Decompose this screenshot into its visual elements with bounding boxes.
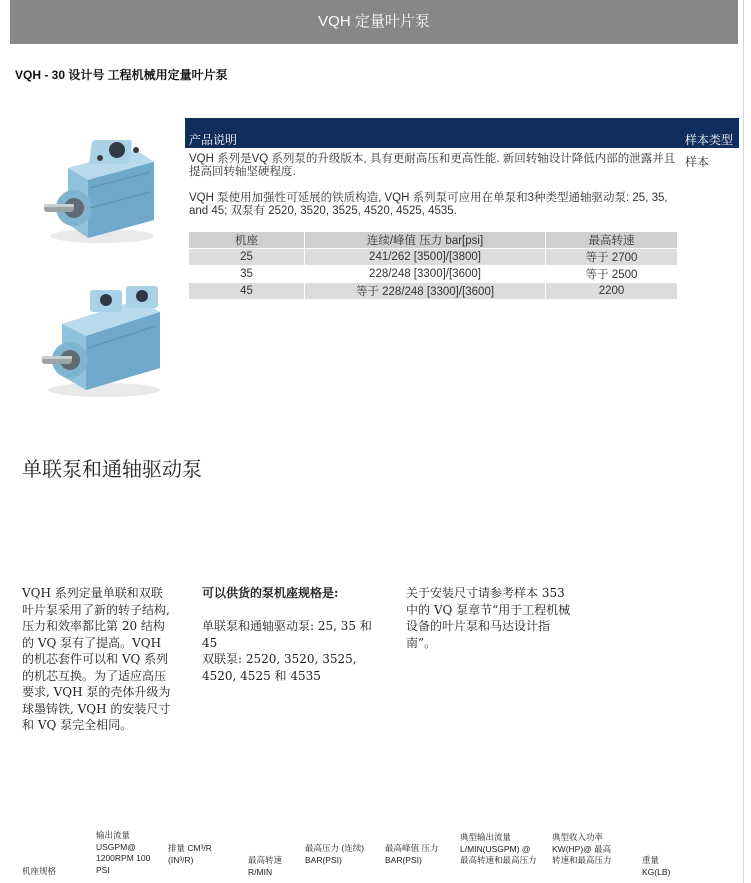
- cell-pressure: 等于 228/248 [3300]/[3600]: [305, 283, 546, 300]
- column-frame-sizes: [202, 585, 382, 684]
- frame-sizes-single: 单联泵和通轴驱动泵: 25, 35 和 45: [202, 619, 372, 650]
- spec-table: [188, 231, 678, 300]
- hdr-peak-pressure: 最高峰值 压力 BAR(PSI): [385, 843, 439, 865]
- spec-table-header: [189, 232, 678, 249]
- vane-pump-image-2: [26, 282, 166, 400]
- hdr-max-speed: 最高转速 R/MIN: [248, 855, 283, 877]
- column-install-ref: 关于安装尺寸请参考样本 353 中的 VQ 泵章节“用于工程机械设备的叶片泵和马达设计指南”。: [406, 586, 571, 650]
- cell-frame: 25: [189, 249, 305, 266]
- cell-frame: 45: [189, 283, 305, 300]
- col-pressure: 连续/峰值 压力 bar[psi]: [305, 232, 546, 249]
- frame-sizes-double: 双联泵: 2520, 3520, 3525, 4520, 4525 和 4535: [202, 652, 357, 683]
- description-paragraph-2: VQH 泵使用加强性可延展的铁质构造, VQH 系列泵可应用在单泵和3种类型通轴驱动泵: 25, 35, and 45; 双泵有 2520, 3520, 3525, 4520, 4525, 4535.: [189, 192, 668, 217]
- table-row: [189, 266, 678, 283]
- hdr-displacement: 排量 CM³/R (IN³/R): [168, 843, 212, 865]
- hdr-flow: 输出流量 USGPM@ 1200RPM 100 PSI: [96, 830, 151, 875]
- sample-type-label: 样本类型: [684, 133, 733, 147]
- table-row: [189, 249, 678, 266]
- col-max-speed: 最高转速: [546, 232, 678, 249]
- cell-speed: 等于 2500: [546, 266, 678, 283]
- col-frame: 机座: [189, 232, 305, 249]
- cell-pressure: 241/262 [3500]/[3800]: [305, 249, 546, 266]
- frame-sizes-title: 可以供货的泵机座规格是:: [202, 586, 339, 600]
- cell-pressure: 228/248 [3300]/[3600]: [305, 266, 546, 283]
- product-description-header: [185, 118, 739, 148]
- cell-speed: 2200: [546, 283, 678, 300]
- vane-pump-image-1: [32, 128, 160, 246]
- page-banner: VQH 定量叶片泵: [10, 0, 738, 44]
- table-row: [189, 283, 678, 300]
- product-description-label: 产品说明: [189, 133, 238, 147]
- column-intro: VQH 系列定量单联和双联叶片泵采用了新的转子结构, 压力和效率都比第 20 结构的 VQ 泵有了提高。VQH 的机芯套件可以和 VQ 系列的机芯互换。为了适应高压要求, VQH 泵的壳体升级为球墨铸铁, VQH 的安装尺寸和 VQ 泵完全相同。: [22, 586, 171, 732]
- sample-type-value: 样本: [685, 155, 710, 169]
- product-subtitle: VQH - 30 设计号 工程机械用定量叶片泵: [15, 68, 228, 82]
- cell-speed: 等于 2700: [546, 249, 678, 266]
- section-title: 单联泵和通轴驱动泵: [22, 459, 202, 481]
- hdr-frame: 机座规格: [22, 866, 57, 876]
- hdr-weight: 重量 KG(LB): [642, 855, 671, 877]
- cell-frame: 35: [189, 266, 305, 283]
- description-paragraph-1: VQH 系列是VQ 系列泵的升级版本, 具有更耐高压和更高性能. 新回转轴设计降低内部的泄露并且提高回转轴坚硬程度.: [189, 153, 676, 178]
- hdr-typical-flow: 典型输出流量 L/MIN(USGPM) @ 最高转速和最高压力: [460, 832, 537, 865]
- right-border: [743, 0, 744, 883]
- hdr-input-power: 典型收入功率 KW(HP)@ 最高转速和最高压力: [552, 832, 612, 865]
- hdr-max-pressure: 最高压力 (连续) BAR(PSI): [305, 843, 365, 865]
